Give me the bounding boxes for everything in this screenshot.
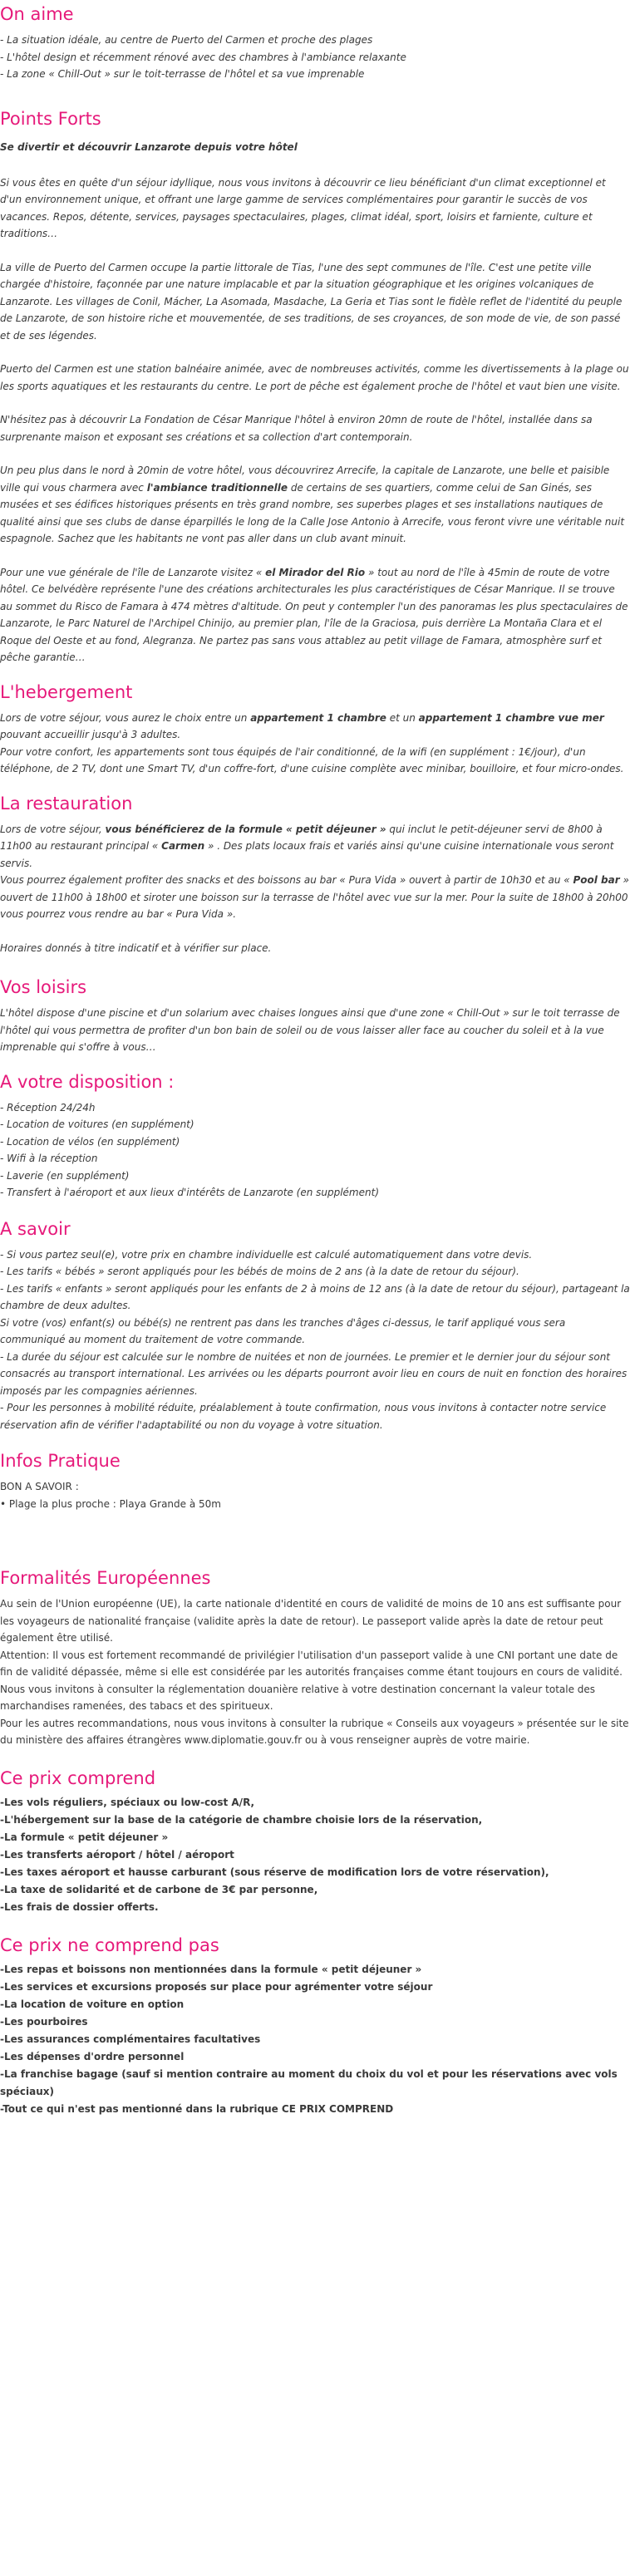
text-run-bold: vous bénéficierez de la formule « petit déjeuner » bbox=[105, 823, 386, 835]
text-run: » tout au nord de l'île à 45min de route de votre hôtel. Ce belvédère représente l'une des créations architecturales les plus caractéristiques de César Manrique. Il se trouve au sommet du Risco de Famara à 474 mètres d'altitude. On peut y contempler l'un des panoramas les plus spectaculaires de Lanzarote, le Parc Naturel de l'Archipel Chinijo, au premier plan, l'île de la Graciosa, puis derrière La Montaña Clara et el Roque del Oeste et au fond, Alegranza. Ne partez pas sans vous attablez au petit village de Famara, atmosphère surf et pêche garantie… bbox=[0, 566, 628, 663]
section-title: Vos loisirs bbox=[0, 977, 87, 997]
list-item: - Pour les personnes à mobilité réduite, préalablement à toute confirmation, nous vous invitons à contacter notre service réservation afin de vérifier l'adaptabilité ou non du voyage à votre situation. bbox=[0, 1402, 607, 1431]
text-run-bold: Carmen bbox=[161, 840, 205, 852]
paragraph: N'hésitez pas à découvrir La Fondation de César Manrique l'hôtel à environ 20mn de route de l'hôtel, installée dans sa surprenante maison et exposant ses créations et sa collection d'art contemporain. bbox=[0, 414, 593, 443]
section-on-aime bbox=[0, 3, 630, 83]
list-item: • Plage la plus proche : Playa Grande à 50m bbox=[0, 1497, 221, 1510]
list-item: - Les tarifs « enfants » seront appliqués pour les enfants de 2 à moins de 12 ans (à la date de retour du séjour), partageant la chambre de deux adultes. bbox=[0, 1282, 630, 1311]
text-run: pouvant accueillir jusqu'à 3 adultes. bbox=[0, 729, 181, 740]
section-hebergement bbox=[0, 681, 630, 778]
paragraph bbox=[0, 872, 630, 923]
list-item: -Les dépenses d'ordre personnel bbox=[0, 2050, 185, 2062]
text-run-bold: l'ambiance traditionnelle bbox=[146, 481, 288, 494]
text-run-bold: appartement 1 chambre bbox=[250, 711, 386, 724]
paragraph: Puerto del Carmen est une station balnéaire animée, avec de nombreuses activités, comme les divertissements à la plage ou les sports aquatiques et les restaurants du centre. Le port de pêche est également proche de l'hôtel et vaut bien une visite. bbox=[0, 363, 629, 392]
list-item: - Réception 24/24h bbox=[0, 1101, 96, 1113]
list-item: -L'hébergement sur la base de la catégorie de chambre choisie lors de la réservation, bbox=[0, 1813, 483, 1826]
paragraph bbox=[0, 821, 630, 873]
list-item: - Wifi à la réception bbox=[0, 1153, 98, 1164]
list-item: -Les pourboires bbox=[0, 2015, 88, 2028]
info-label: BON A SAVOIR : bbox=[0, 1481, 79, 1492]
text-run-bold: el Mirador del Rio bbox=[265, 566, 366, 578]
text-run: » ouvert de 11h00 à 18h00 et siroter une boisson sur la terrasse de l'hôtel avec vue sur la mer. Pour la suite de 18h00 à 20h00 vous pourrez vous rendre au bar « Pura Vida ». bbox=[0, 874, 629, 920]
paragraph: Si vous êtes en quête d'un séjour idyllique, nous vous invitons à découvrir ce lieu bénéficiant d'un climat exceptionnel et d'un environnement unique, et offrant une large gamme de services complémentaires pour garantir le succès de vos vacances. Repos, détente, services, paysages spectaculaires, plages, climat idéal, sport, loisirs et farniente, culture et traditions… bbox=[0, 176, 606, 239]
list-item: -Les assurances complémentaires facultatives bbox=[0, 2033, 261, 2045]
paragraph: La ville de Puerto del Carmen occupe la partie littorale de Tias, l'une des sept communes de l'île. C'est une petite ville chargée d'histoire, façonnée par une nature implacable et par la situation géographique et les origines volcaniques de Lanzarote. Les villages de Conil, Mácher, La Asomada, Masdache, La Geria et Tias sont le fidèle reflet de l'identité du peuple de Lanzarote, de son histoire riche et mouvementée, de ses traditions, de ses croyances, de son mode de vie, de son passé et de ses légendes. bbox=[0, 261, 623, 342]
text-run: Lors de votre séjour, bbox=[0, 823, 106, 835]
section-subtitle: Se divertir et découvrir Lanzarote depuis votre hôtel bbox=[0, 140, 298, 153]
section-title: A savoir bbox=[0, 1218, 71, 1239]
list-item: - La zone « Chill-Out » sur le toit-terrasse de l'hôtel et sa vue imprenable bbox=[0, 68, 365, 80]
list-item: - Les tarifs « bébés » seront appliqués pour les bébés de moins de 2 ans (à la date de retour du séjour). bbox=[0, 1266, 519, 1277]
section-infos-pratique bbox=[0, 1450, 630, 1512]
paragraph: Nous vous invitons à consulter la réglementation douanière relative à votre destination concernant la valeur totale des marchandises ramenées, des tabacs et des spiritueux. bbox=[0, 1683, 596, 1712]
text-run: Vous pourrez également profiter des snacks et des boissons au bar « Pura Vida » ouvert à partir de 10h30 et au « bbox=[0, 874, 573, 886]
text-run-bold: Pool bar bbox=[573, 874, 620, 886]
section-title: L'hebergement bbox=[0, 681, 133, 702]
list-item: -La taxe de solidarité et de carbone de 3€ par personne, bbox=[0, 1883, 318, 1895]
paragraph: Au sein de l'Union européenne (UE), la carte nationale d'identité en cours de validité de moins de 10 ans est suffisante pour les voyageurs de nationalité française (validite après la date de retour). Le passeport valide après la date de retour peut également être utilisé. bbox=[0, 1598, 622, 1644]
text-run-bold: appartement 1 chambre vue mer bbox=[418, 711, 604, 724]
paragraph: Pour votre confort, les appartements sont tous équipés de l'air conditionné, de la wifi (en supplément : 1€/jour), d'un téléphone, de 2 TV, dont une Smart TV, d'un coffre-fort, d'une cuisine complète avec minibar, bouilloire, et four micro-ondes. bbox=[0, 745, 624, 774]
list-item: -Les transferts aéroport / hôtel / aéroport bbox=[0, 1848, 234, 1861]
section-title: Points Forts bbox=[0, 108, 101, 129]
list-item: -Les vols réguliers, spéciaux ou low-cost A/R, bbox=[0, 1796, 255, 1808]
list-item: -Les frais de dossier offerts. bbox=[0, 1900, 159, 1913]
list-item: -Les taxes aéroport et hausse carburant (sous réserve de modification lors de votre réservation), bbox=[0, 1866, 549, 1878]
list-item: - Si vous partez seul(e), votre prix en chambre individuelle est calculé automatiquement dans votre devis. bbox=[0, 1248, 533, 1261]
section-prix-ne-comprend-pas bbox=[0, 1934, 630, 2118]
paragraph: Pour les autres recommandations, nous vous invitons à consulter la rubrique « Conseils aux voyageurs » présentée sur le site du ministère des affaires étrangères www.diplomatie.gouv.fr ou à vous renseigner auprès de votre mairie. bbox=[0, 1717, 629, 1746]
list-item: -Les services et excursions proposés sur place pour agrémenter votre séjour bbox=[0, 1980, 433, 1993]
list-item: - La situation idéale, au centre de Puerto del Carmen et proche des plages bbox=[0, 34, 373, 46]
paragraph bbox=[0, 564, 630, 666]
section-prix-comprend bbox=[0, 1767, 630, 1916]
list-item: - Laverie (en supplément) bbox=[0, 1169, 130, 1182]
section-points-forts bbox=[0, 108, 630, 666]
list-item: -La franchise bagage (sauf si mention contraire au moment du choix du vol et pour les réservations avec vols spéciaux) bbox=[0, 2067, 618, 2097]
text-run: Lors de votre séjour, vous aurez le choix entre un bbox=[0, 711, 251, 724]
text-run: et un bbox=[386, 711, 419, 724]
section-title: On aime bbox=[0, 4, 74, 24]
text-run: de certains de ses quartiers, comme celui de San Ginés, ses musées et ses édifices historiques présents en très grand nombre, ses superbes plages et ses installations nautiques de qualité ainsi que ses clubs de danse éparpillés le long de la Calle Jose Antonio à Arrecife, vous feront vivre une véritable nuit espagnole. Sachez que les habitants ne vont pas aller dans un club avant minuit. bbox=[0, 481, 625, 544]
paragraph: Horaires donnés à titre indicatif et à vérifier sur place. bbox=[0, 941, 272, 954]
text-run: » . Des plats locaux frais et variés ainsi qu'une cuisine internationale vous seront servis. bbox=[0, 840, 614, 869]
section-title: Formalités Européennes bbox=[0, 1568, 211, 1588]
list-item: -La location de voiture en option bbox=[0, 1998, 185, 2010]
list-item: - L'hôtel design et récemment rénové avec des chambres à l'ambiance relaxante bbox=[0, 51, 406, 63]
section-title: Infos Pratique bbox=[0, 1451, 121, 1471]
list-item: - Location de voitures (en supplément) bbox=[0, 1118, 194, 1130]
section-title: Ce prix ne comprend pas bbox=[0, 1934, 219, 1955]
list-item: - La durée du séjour est calculée sur le nombre de nuitées et non de journées. Le premier et le dernier jour du séjour sont consacrés au transport international. Les arrivées ou les départs pourront avoir lieu en cours de nuit en fonction des horaires imposés par les compagnies aériennes. bbox=[0, 1350, 628, 1397]
section-title: La restauration bbox=[0, 793, 133, 814]
text-run: qui inclut le petit-déjeuner servi de 8h00 à 11h00 au restaurant principal « bbox=[0, 823, 603, 852]
section-formalites bbox=[0, 1567, 630, 1749]
list-item: -Les repas et boissons non mentionnées dans la formule « petit déjeuner » bbox=[0, 1963, 422, 1975]
list-item: - Transfert à l'aéroport et aux lieux d'intérêts de Lanzarote (en supplément) bbox=[0, 1187, 379, 1198]
paragraph: Attention: Il vous est fortement recommandé de privilégier l'utilisation d'un passeport valide à une CNI portant une date de fin de validité dépassée, même si elle est considérée par les autorités françaises comme étant toujours en cours de validité. bbox=[0, 1649, 623, 1678]
paragraph bbox=[0, 710, 630, 744]
section-title: Ce prix comprend bbox=[0, 1767, 156, 1788]
section-restauration bbox=[0, 793, 630, 957]
section-disposition bbox=[0, 1071, 630, 1202]
section-a-savoir bbox=[0, 1218, 630, 1434]
section-loisirs bbox=[0, 976, 630, 1056]
paragraph: L'hôtel dispose d'une piscine et d'un solarium avec chaises longues ainsi que d'une zone « Chill-Out » sur le toit terrasse de l'hôtel qui vous permettra de profiter d'un bon bain de soleil ou de vous laisser aller face au coucher du soleil et à la vue imprenable qui s'offre à vous… bbox=[0, 1007, 620, 1053]
text-run: Un peu plus dans le nord à 20min de votre hôtel, vous découvrirez Arrecife, la capitale de Lanzarote, une belle et paisible ville qui vous charmera avec bbox=[0, 465, 610, 494]
paragraph bbox=[0, 462, 630, 548]
text-run: Pour une vue générale de l'île de Lanzarote visitez « bbox=[0, 566, 266, 578]
list-item: Si votre (vos) enfant(s) ou bébé(s) ne rentrent pas dans les tranches d'âges ci-dessus, le tarif appliqué vous sera communiqué au moment du traitement de votre commande. bbox=[0, 1316, 566, 1345]
section-title: A votre disposition : bbox=[0, 1071, 175, 1092]
list-item: -Tout ce qui n'est pas mentionné dans la rubrique CE PRIX COMPREND bbox=[0, 2102, 394, 2115]
list-item: -La formule « petit déjeuner » bbox=[0, 1831, 169, 1843]
list-item: - Location de vélos (en supplément) bbox=[0, 1135, 180, 1148]
